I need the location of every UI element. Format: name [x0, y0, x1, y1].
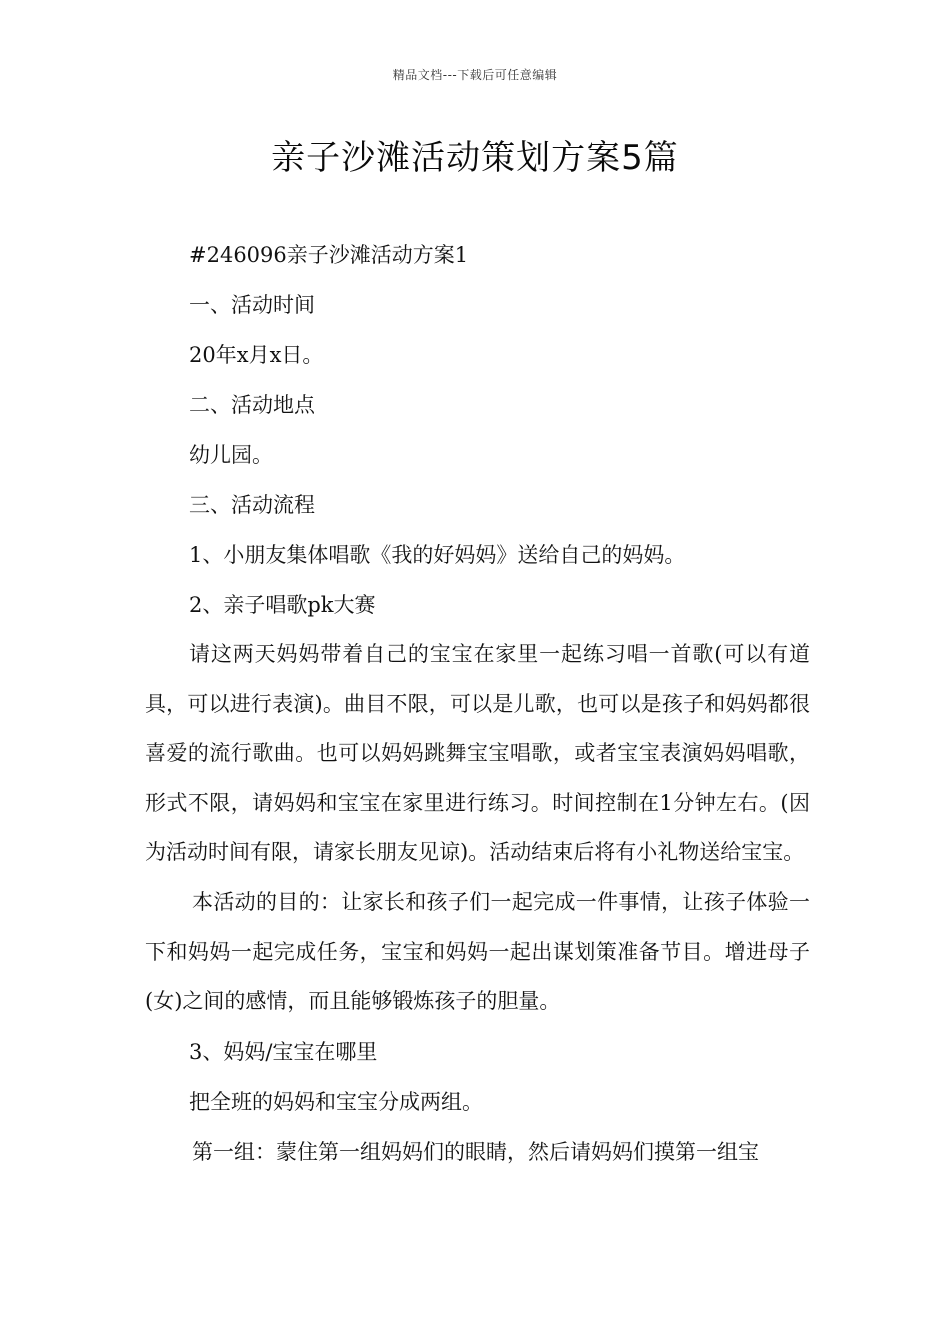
- document-title: 亲子沙滩活动策划方案5篇: [271, 138, 679, 178]
- list-item-2: 2、亲子唱歌pk大赛: [189, 593, 376, 617]
- list-item-3-body: 把全班的妈妈和宝宝分成两组。: [189, 1089, 483, 1114]
- list-item-1: 1、小朋友集体唱歌《我的好妈妈》送给自己的妈妈。: [189, 543, 686, 567]
- list-item-3: 3、妈妈/宝宝在哪里: [189, 1039, 378, 1064]
- section-heading-time: 一、活动时间: [189, 293, 315, 317]
- header-note: 精品文档---下载后可任意编辑: [392, 68, 558, 82]
- section-body-location: 幼儿园。: [189, 443, 273, 467]
- plan-heading: #246096亲子沙滩活动方案1: [189, 243, 469, 267]
- section-heading-location: 二、活动地点: [189, 393, 315, 417]
- section-heading-process: 三、活动流程: [189, 493, 315, 517]
- paragraph-group-one: 第一组：蒙住第一组妈妈们的眼睛，然后请妈妈们摸第一组宝: [192, 1139, 759, 1164]
- document-body: [145, 230, 810, 1177]
- paragraph-contest: 请这两天妈妈带着自己的宝宝在家里一起练习唱一首歌(可以有道具，可以进行表演)。曲目不限，可以是儿歌，也可以是孩子和妈妈都很喜爱的流行歌曲。也可以妈妈跳舞宝宝唱歌，或者宝宝表演妈妈唱歌，形式不限，请妈妈和宝宝在家里进行练习。时间控制在1分钟左右。(因为活动时间有限，请家长朋友见谅)。活动结束后将有小礼物送给宝宝。: [145, 642, 810, 865]
- section-body-time: 20年x月x日。: [189, 343, 324, 367]
- paragraph-purpose: 本活动的目的：让家长和孩子们一起完成一件事情，让孩子体验一下和妈妈一起完成任务，宝宝和妈妈一起出谋划策准备节目。增进母子(女)之间的感情，而且能够锻炼孩子的胆量。: [145, 889, 810, 1014]
